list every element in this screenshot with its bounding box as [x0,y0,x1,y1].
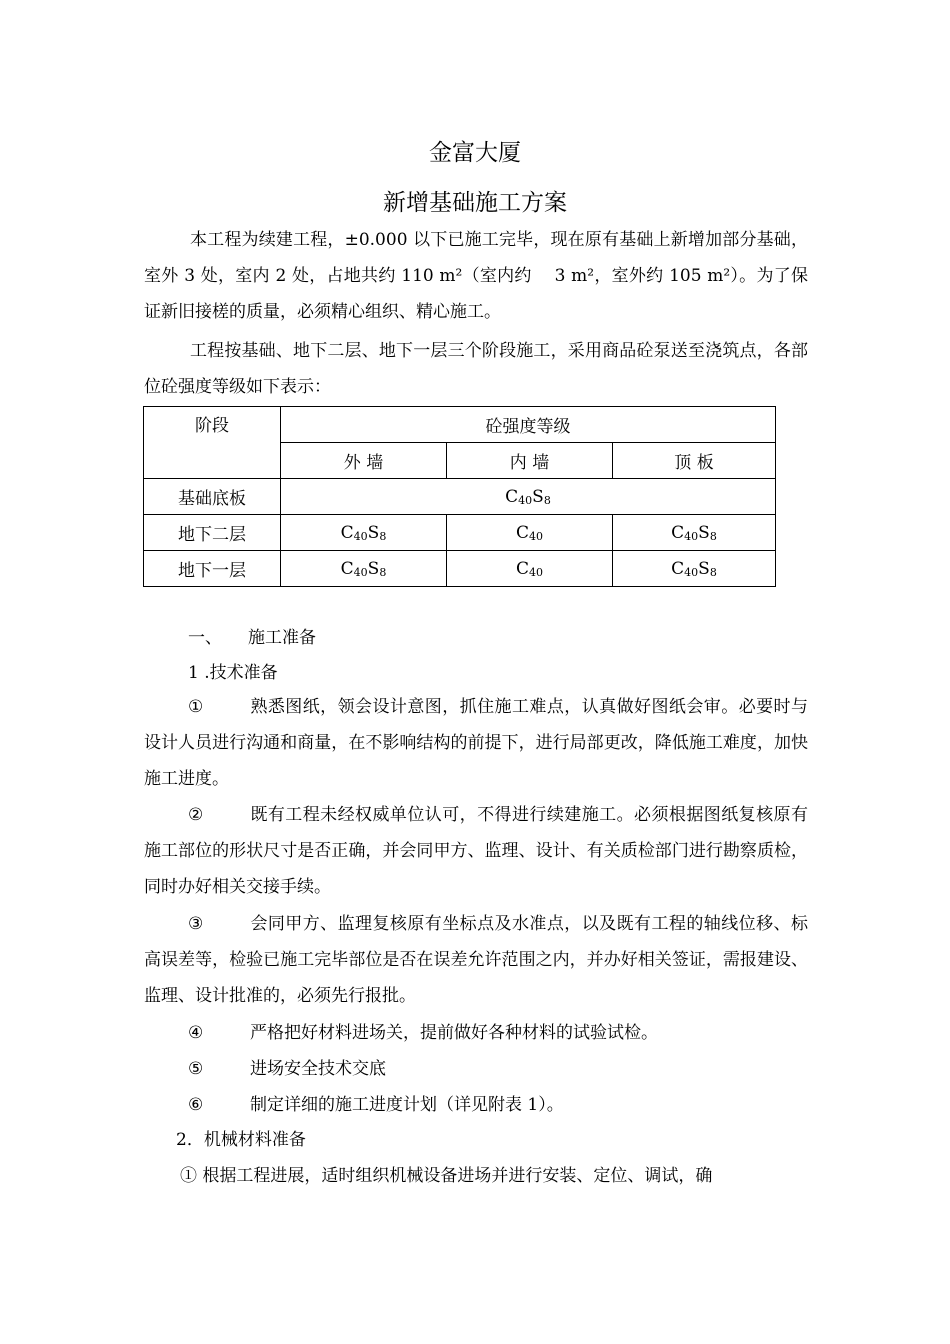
item-text: 既有工程未经权威单位认可，不得进行续建施工。必须根据图 [250,805,722,825]
list-item [144,797,808,905]
item-text: 进场安全技术交底 [250,1059,386,1079]
section-1-heading [188,620,316,656]
list-item [188,1015,658,1051]
table-cell-stage: 基础底板 [144,479,281,515]
table-cell-grade: $C_{40}S_8$ [281,551,447,587]
list-item [188,1051,386,1087]
table-cell-grade: $C_{40}$ [447,551,613,587]
list-item [144,906,808,1014]
table-cell-grade: $C_{40}S_8$ [613,551,776,587]
item-continuation: 线位移、标高误差等，检验已施工完毕部位是否在误差允许范围之内，并办好相关签证，需报建设、监理、设计批准的，必须先行报批。 [144,914,808,1006]
item-text: 制定详细的施工进度计划（详见附表 1）。 [250,1095,564,1115]
item-text: 熟悉图纸，领会设计意图，抓住施工难点，认真做好图纸会审。 [250,697,739,717]
table-header-stage: 阶段 [144,407,281,479]
table-header-grade: 砼强度等级 [281,407,776,443]
subsection-2-heading: 2．机械材料准备 [176,1130,306,1150]
item-mark: ② [188,805,204,825]
table-cell-stage: 地下一层 [144,551,281,587]
document-title: 金富大厦 [429,140,521,166]
table-subheader-roof-slab: 顶 板 [613,443,776,479]
table-cell-grade: $C_{40}S_8$ [281,479,776,515]
table-row [144,479,776,515]
table-cell-stage: 地下二层 [144,515,281,551]
intro-paragraph-2: 工程按基础、地下二层、地下一层三个阶段施工，采用商品砼泵送至浇筑点，各部位砼强度等级如下表示： [144,341,808,397]
list-item [144,689,808,797]
item-mark: ⑤ [188,1059,204,1079]
table-subheader-outer-wall: 外 墙 [281,443,447,479]
item-text: 会同甲方、监理复核原有坐标点及水准点，以及既有工程的轴 [250,914,722,934]
intro-paragraph-1: 本工程为续建工程，±0.000 以下已施工完毕，现在原有基础上新增加部分基础，室外 3 处，室内 2 处，占地共约 110 m²（室内约 3 m²，室外约 105 m²）。为了保证新旧接槎的质量，必须精心组织、精心施工。 [144,230,808,322]
table-cell-grade: $C_{40}$ [447,515,613,551]
item-mark: ④ [188,1023,204,1043]
section-1-number: 一、 [188,628,222,648]
table-cell-grade: $C_{40}S_8$ [613,515,776,551]
table-subheader-inner-wall: 内 墙 [447,443,613,479]
list-item [188,1087,564,1123]
document-subtitle: 新增基础施工方案 [383,190,567,216]
item-mark: ⑥ [188,1095,204,1115]
list-item-partial: ① 根据工程进展，适时组织机械设备进场并进行安装、定位、调试，确 [180,1166,713,1186]
item-continuation: 纸复核原有施工部位的形状尺寸是否正确，并会同甲方、监理、设计、有关质检部门进行勘察质检，同时办好相关交接手续。 [144,805,808,897]
table-cell-grade: $C_{40}S_8$ [281,515,447,551]
item-continuation: 必要时与设计人员进行沟通和商量，在不影响结构的前提下，进行局部更改，降低施工难度，加快施工进度。 [144,697,808,789]
item-mark: ③ [188,914,204,934]
table-row [144,515,776,551]
subsection-1-heading: 1 .技术准备 [188,663,278,683]
table-row [144,551,776,587]
item-mark: ① [188,697,204,717]
section-1-title: 施工准备 [248,628,316,648]
concrete-grade-table [143,406,776,587]
item-text: 严格把好材料进场关，提前做好各种材料的试验试检。 [250,1023,658,1043]
